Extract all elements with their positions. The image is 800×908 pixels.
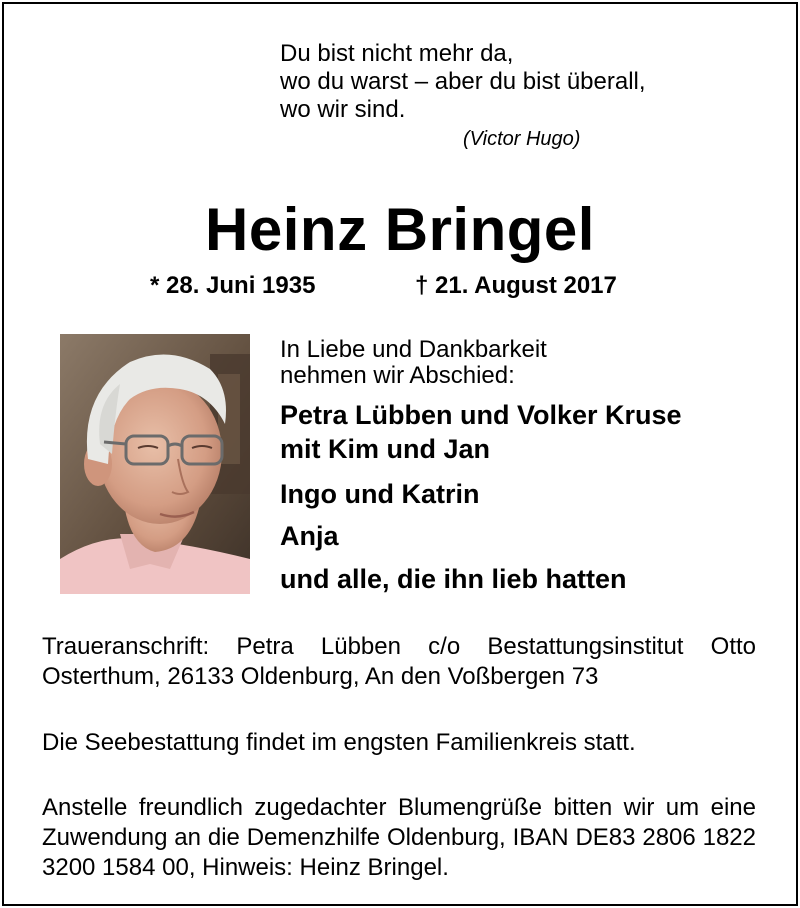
family-line: mit Kim und Jan — [280, 434, 491, 464]
birth-date: * 28. Juni 1935 — [150, 272, 316, 299]
family-line: und alle, die ihn lieb hatten — [280, 564, 627, 594]
quote-line: wo wir sind. — [280, 96, 406, 123]
family-line: Petra Lübben und Volker Kruse — [280, 400, 682, 430]
family-line: Ingo und Katrin — [280, 479, 480, 509]
intro-line: nehmen wir Abschied: — [280, 362, 515, 389]
death-date: † 21. August 2017 — [415, 272, 617, 299]
family-group — [280, 519, 339, 553]
burial-notice: Die Seebestattung findet im engsten Familienkreis statt. — [42, 729, 636, 756]
donation-notice: Anstelle freundlich zugedachter Blumengrüße bitten wir um eine Zuwendung an die Demenzhilfe Oldenburg, IBAN DE83 2806 1822 3200 1584 00, Hinweis: Heinz Bringel. — [42, 794, 756, 881]
deceased-name: Heinz Bringel — [205, 196, 595, 263]
quote-line: wo du warst – aber du bist überall, — [280, 68, 646, 95]
portrait-photo — [60, 334, 250, 594]
farewell-intro — [280, 337, 547, 389]
intro-line: In Liebe und Dankbarkeit — [280, 336, 547, 363]
mourning-address: Traueranschrift: Petra Lübben c/o Bestattungsinstitut Otto Osterthum, 26133 Oldenburg, An den Voßbergen 73 — [42, 633, 756, 690]
family-line: Anja — [280, 521, 339, 551]
family-group — [280, 398, 682, 466]
family-group — [280, 477, 479, 511]
family-group — [280, 562, 627, 596]
portrait-illustration — [60, 334, 250, 594]
quote-author: (Victor Hugo) — [463, 128, 581, 150]
quote-line: Du bist nicht mehr da, — [280, 40, 514, 67]
quote — [280, 40, 646, 124]
